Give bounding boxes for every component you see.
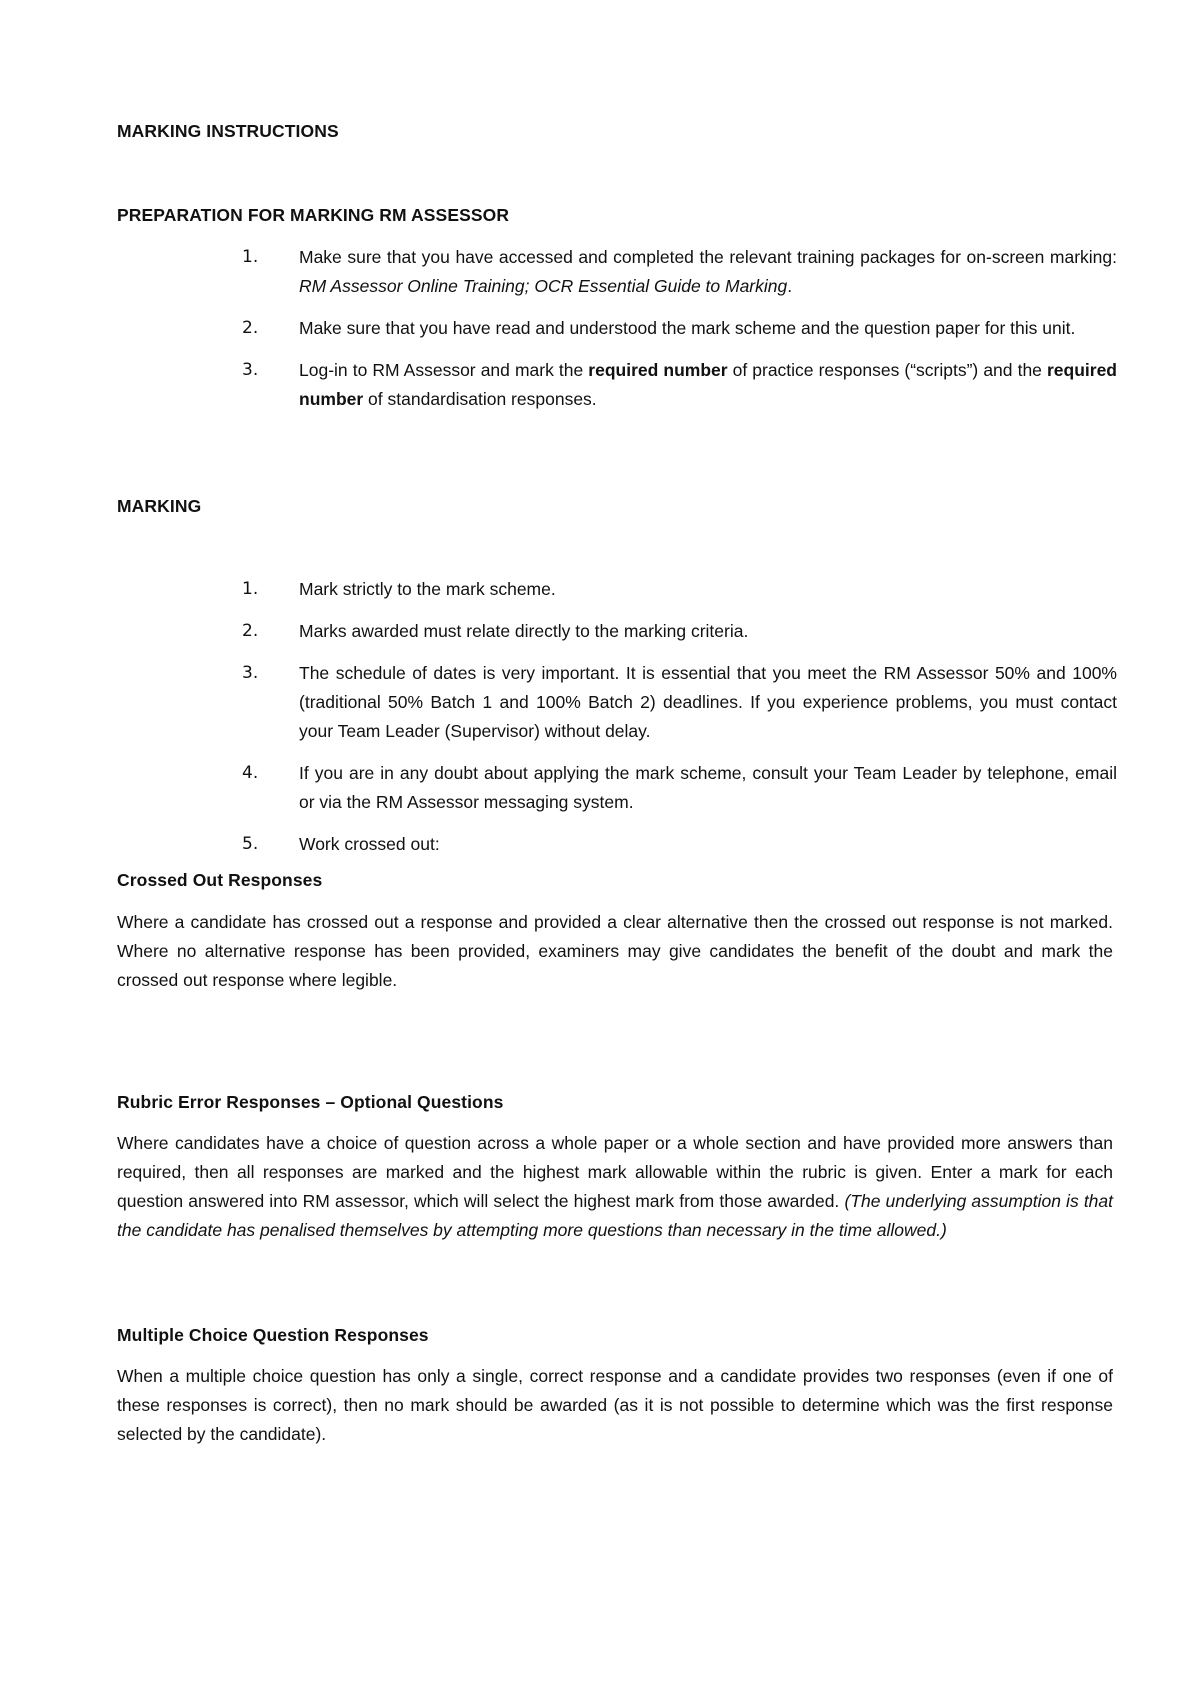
list-item-text: Log-in to RM Assessor and mark the required number of practice responses (“scripts”) and the required number of standardisation responses. — [299, 360, 1117, 409]
marking-heading: MARKING — [117, 496, 202, 516]
preparation-item-3 — [117, 356, 1117, 414]
list-item-text: If you are in any doubt about applying the mark scheme, consult your Team Leader by telephone, email or via the RM Assessor messaging system. — [299, 763, 1117, 812]
multiple-choice-heading: Multiple Choice Question Responses — [117, 1325, 429, 1345]
list-item-text: Make sure that you have accessed and completed the relevant training packages for on-screen marking: RM Assessor Online Training; OCR Essential Guide to Marking. — [299, 247, 1117, 296]
list-number: 1. — [242, 247, 259, 267]
list-item-text: The schedule of dates is very important. It is essential that you meet the RM Assessor 50% and 100% (traditional 50% Batch 1 and 100% Batch 2) deadlines. If you experience problems, you must contact your Team Leader (Supervisor) without delay. — [299, 663, 1117, 741]
list-number: 1. — [242, 579, 259, 599]
list-number: 2. — [242, 621, 259, 641]
multiple-choice-paragraph: When a multiple choice question has only a single, correct response and a candidate provides two responses (even if one of these responses is correct), then no mark should be awarded (as it is not possible to determine which was the first response selected by the candidate). — [117, 1366, 1113, 1444]
marking-item-3 — [117, 659, 1117, 746]
list-item-text: Marks awarded must relate directly to the marking criteria. — [299, 621, 749, 641]
list-item-text: Mark strictly to the mark scheme. — [299, 579, 556, 599]
preparation-item-2 — [117, 314, 1117, 343]
marking-item-4 — [117, 759, 1117, 817]
list-number: 4. — [242, 763, 259, 783]
marking-list — [117, 575, 1117, 859]
marking-item-2 — [117, 617, 1117, 646]
marking-item-1 — [117, 575, 1117, 604]
preparation-item-1 — [117, 243, 1117, 301]
crossed-out-paragraph: Where a candidate has crossed out a response and provided a clear alternative then the crossed out response is not marked. Where no alternative response has been provided, examiners may give candidates the benefit of the doubt and mark the crossed out response where legible. — [117, 912, 1113, 990]
rubric-error-heading: Rubric Error Responses – Optional Questions — [117, 1092, 504, 1112]
list-number: 3. — [242, 360, 259, 380]
crossed-out-heading: Crossed Out Responses — [117, 870, 323, 890]
marking-instructions-heading: MARKING INSTRUCTIONS — [117, 121, 339, 141]
preparation-list — [117, 243, 1117, 414]
preparation-heading: PREPARATION FOR MARKING RM ASSESSOR — [117, 205, 510, 225]
list-number: 5. — [242, 834, 259, 854]
list-item-text: Make sure that you have read and understood the mark scheme and the question paper for this unit. — [299, 318, 1076, 338]
list-number: 3. — [242, 663, 259, 683]
marking-item-5 — [117, 830, 1117, 859]
list-item-text: Work crossed out: — [299, 834, 440, 854]
list-number: 2. — [242, 318, 259, 338]
rubric-error-paragraph: Where candidates have a choice of question across a whole paper or a whole section and have provided more answers than required, then all responses are marked and the highest mark allowable within the rubric is given. Enter a mark for each question answered into RM assessor, which will select the highest mark from those awarded. (The underlying assumption is that the candidate has penalised themselves by attempting more questions than necessary in the time allowed.) — [117, 1133, 1114, 1240]
